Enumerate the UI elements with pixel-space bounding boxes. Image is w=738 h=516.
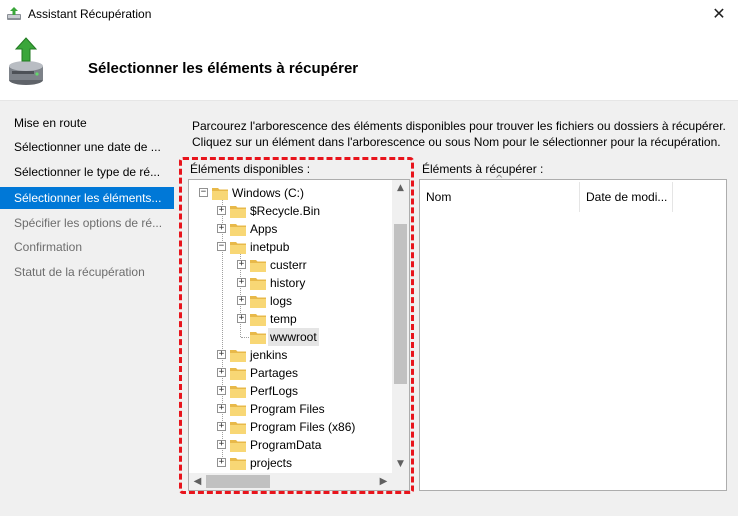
wizard-steps-nav: [0, 101, 176, 516]
instructions-line-2: Cliquez sur un élément dans l'arborescence ou sous Nom pour le sélectionner pour la récupération.: [192, 135, 721, 149]
expand-icon[interactable]: +: [218, 223, 225, 233]
expand-icon[interactable]: +: [238, 313, 245, 323]
tree-node-label[interactable]: Program Files (x86): [250, 420, 356, 434]
expand-icon[interactable]: +: [238, 295, 245, 305]
tree-node[interactable]: [189, 202, 393, 220]
tree-node[interactable]: [189, 256, 393, 274]
folder-icon: [230, 420, 246, 434]
tree-node-label[interactable]: custerr: [270, 258, 307, 272]
expand-icon[interactable]: +: [218, 439, 225, 449]
tree-node[interactable]: [189, 184, 393, 202]
expand-icon[interactable]: +: [218, 403, 225, 413]
tree-node-label[interactable]: Windows (C:): [232, 186, 305, 200]
recovery-app-icon: [6, 6, 22, 22]
nav-step-select-type[interactable]: Sélectionner le type de ré...: [14, 165, 161, 179]
collapse-icon[interactable]: −: [200, 187, 207, 197]
folder-icon: [250, 312, 266, 326]
scroll-down-icon[interactable]: ▼: [397, 459, 404, 469]
expand-icon[interactable]: +: [238, 259, 245, 269]
folder-icon: [230, 240, 246, 254]
tree-node[interactable]: [189, 238, 393, 256]
folder-icon: [230, 222, 246, 236]
nav-step-recovery-status: Statut de la récupération: [14, 265, 145, 279]
column-header-name[interactable]: Nom: [426, 190, 452, 204]
expand-icon[interactable]: +: [218, 385, 225, 395]
tree-node-label[interactable]: temp: [270, 312, 297, 326]
folder-icon: [230, 438, 246, 452]
tree-node[interactable]: [189, 310, 393, 328]
collapse-icon[interactable]: −: [218, 241, 225, 251]
window-title: Assistant Récupération: [28, 7, 152, 21]
tree-node-label[interactable]: $Recycle.Bin: [250, 204, 321, 218]
nav-step-select-items[interactable]: Sélectionner les éléments...: [0, 187, 174, 209]
folder-icon: [230, 348, 246, 362]
tree-node-label[interactable]: Partages: [250, 366, 299, 380]
tree-node-label[interactable]: Apps: [250, 222, 278, 236]
main-content: [176, 101, 738, 516]
expand-icon[interactable]: +: [218, 421, 225, 431]
folder-icon: [230, 366, 246, 380]
tree-node[interactable]: [189, 418, 393, 436]
folder-icon: [230, 204, 246, 218]
expand-icon[interactable]: +: [218, 349, 225, 359]
tree-node-label[interactable]: Program Files: [250, 402, 325, 416]
items-to-recover-list[interactable]: [419, 174, 727, 491]
instructions: [192, 118, 732, 150]
tree-node[interactable]: [189, 436, 393, 454]
tree-node[interactable]: [189, 364, 393, 382]
tree-node-label[interactable]: PerfLogs: [250, 384, 299, 398]
scrollbar-corner: [392, 473, 409, 490]
folder-icon: [212, 186, 228, 200]
recovery-drive-icon: [6, 36, 46, 88]
instructions-line-1: Parcourez l'arborescence des éléments disponibles pour trouver les fichiers ou dossiers à récupérer.: [192, 119, 726, 133]
tree-node-label[interactable]: wwwroot: [270, 330, 317, 344]
wizard-header: [0, 30, 738, 100]
tree-node[interactable]: [189, 220, 393, 238]
tree-horizontal-scrollbar[interactable]: [189, 473, 409, 490]
nav-step-select-date[interactable]: Sélectionner une date de ...: [14, 140, 161, 154]
scroll-left-icon[interactable]: ◀: [193, 476, 202, 487]
tree-node-label[interactable]: ProgramData: [250, 438, 322, 452]
tree-node[interactable]: [189, 454, 393, 472]
tree-node-label[interactable]: projects: [250, 456, 293, 470]
nav-step-recovery-options: Spécifier les options de ré...: [14, 216, 163, 230]
tree-node[interactable]: [189, 274, 393, 292]
available-items-tree[interactable]: [188, 179, 410, 491]
nav-step-confirmation: Confirmation: [14, 240, 83, 254]
scroll-right-icon[interactable]: ▶: [379, 476, 388, 487]
tree-node[interactable]: [189, 328, 393, 346]
folder-icon: [250, 330, 266, 344]
close-button[interactable]: ✕: [712, 4, 726, 23]
scroll-up-icon[interactable]: ▲: [397, 183, 404, 193]
page-heading: Sélectionner les éléments à récupérer: [88, 60, 359, 77]
folder-icon: [230, 456, 246, 470]
column-separator[interactable]: [672, 182, 673, 212]
nav-step-getting-started[interactable]: Mise en route: [14, 116, 87, 130]
folder-icon: [250, 294, 266, 308]
expand-icon[interactable]: +: [218, 205, 225, 215]
available-items-label: Éléments disponibles :: [190, 162, 311, 176]
expand-icon[interactable]: +: [218, 367, 225, 377]
tree-node-label[interactable]: history: [270, 276, 306, 290]
expand-icon[interactable]: +: [238, 277, 245, 287]
tree-node-label[interactable]: inetpub: [250, 240, 290, 254]
tree-node[interactable]: [189, 346, 393, 364]
tree-node-label[interactable]: logs: [270, 294, 293, 308]
tree-node-label[interactable]: jenkins: [250, 348, 288, 362]
items-to-recover-label: Éléments à récupérer :: [422, 162, 544, 176]
tree-node[interactable]: [189, 292, 393, 310]
folder-icon: [250, 276, 266, 290]
tree-node[interactable]: [189, 400, 393, 418]
vertical-scroll-thumb[interactable]: [394, 224, 407, 384]
title-bar: [0, 0, 738, 30]
expand-icon[interactable]: +: [218, 457, 225, 467]
horizontal-scroll-thumb[interactable]: [206, 475, 270, 488]
column-header-date-modified[interactable]: Date de modi...: [586, 190, 668, 204]
folder-icon: [230, 384, 246, 398]
folder-icon: [230, 402, 246, 416]
tree-node[interactable]: [189, 382, 393, 400]
sort-ascending-icon: ^: [495, 174, 504, 185]
folder-icon: [250, 258, 266, 272]
tree-vertical-scrollbar[interactable]: [392, 180, 409, 473]
